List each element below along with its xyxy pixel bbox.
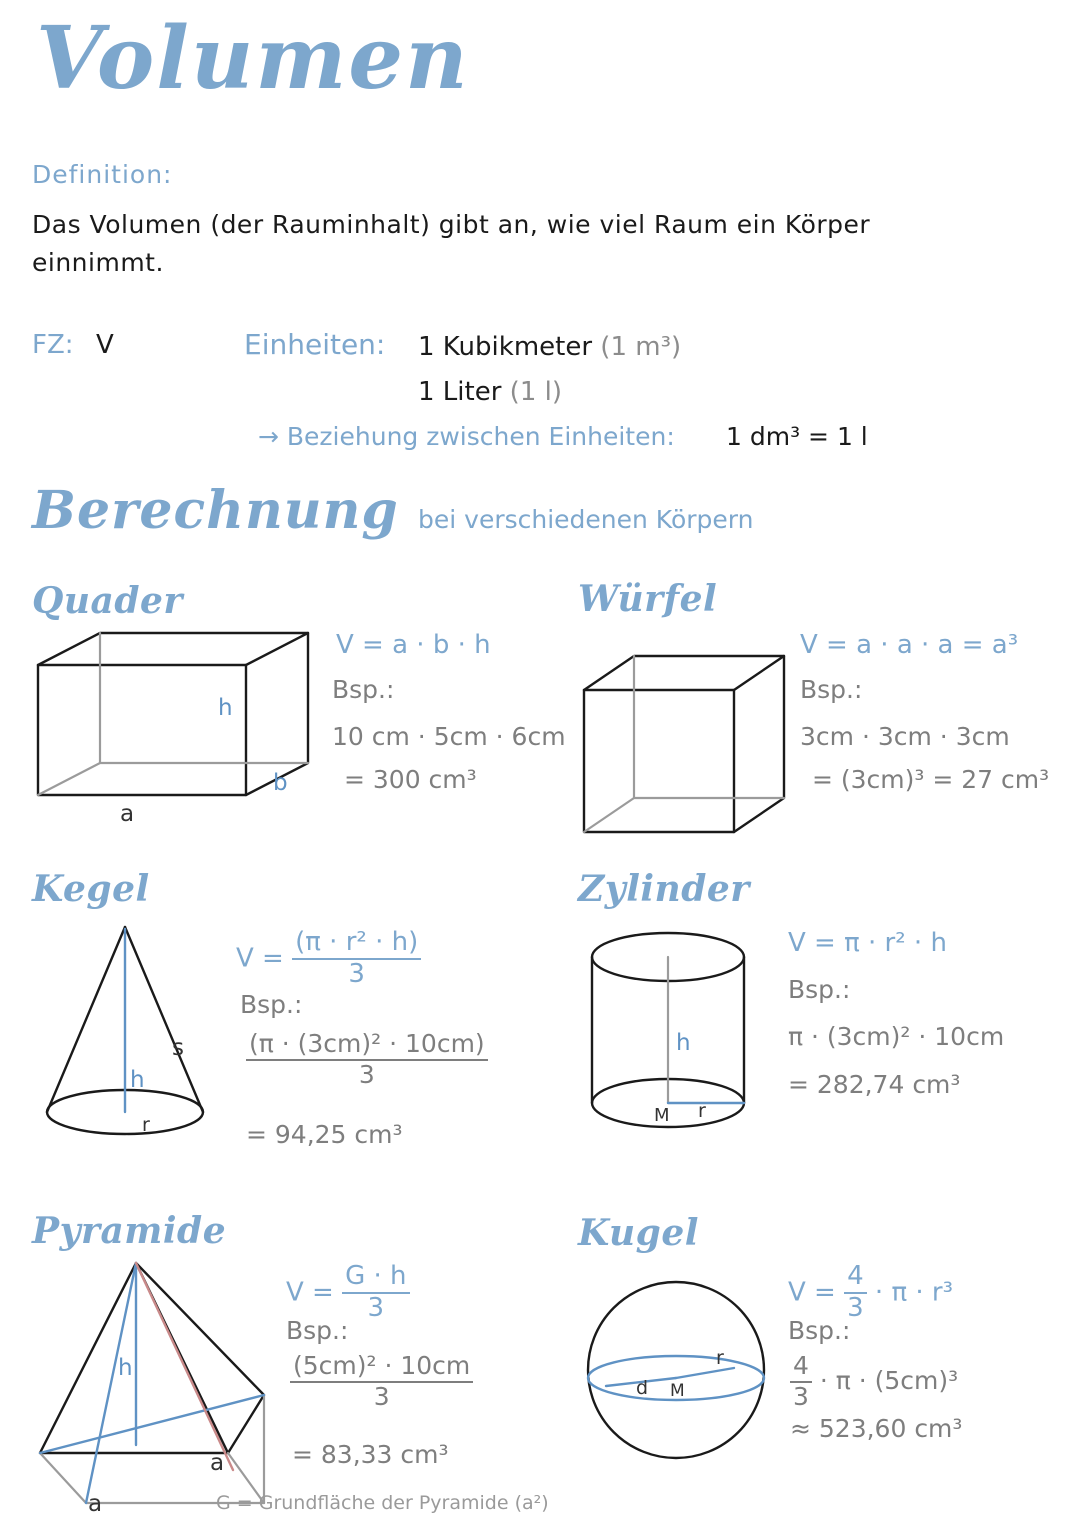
formula-kugel-suffix: · π · r³ [874,1277,954,1308]
bsp-pyramide-num: (5cm)² · 10cm [293,1351,471,1380]
pyramide-label-a2: a [88,1491,103,1517]
bsp-label-kegel: Bsp.: [240,990,303,1019]
kegel-label-s: s [172,1035,184,1061]
formula-kegel [236,928,421,990]
bsp-pyramide-result: = 83,33 cm³ [292,1440,449,1469]
unit-liter-paren: (1 l) [509,377,562,407]
zylinder-label-r: r [698,1100,706,1122]
shape-title-kugel: Kugel [578,1212,699,1254]
kegel-label-h: h [130,1067,145,1093]
kugel-label-m: M [670,1381,685,1401]
symbol-label: FZ: [32,330,74,360]
unit-cubic-meter-main: 1 Kubikmeter [418,332,593,362]
bsp-label-zylinder: Bsp.: [788,975,851,1004]
bsp-line-quader-1: 10 cm · 5cm · 6cm [332,722,566,751]
quader-diagram [28,625,328,825]
units-label: Einheiten: [244,328,386,361]
definition-text: Das Volumen (der Rauminhalt) gibt an, wie viel Raum ein Körper einnimmt. [32,210,871,277]
unit-relation-label: → Beziehung zwischen Einheiten: [258,422,675,451]
bsp-line-zylinder-2: = 282,74 cm³ [788,1070,961,1099]
bsp-kegel-den: 3 [246,1059,488,1090]
bsp-kugel-frac [790,1352,812,1412]
formula-pyramide-den: 3 [342,1292,409,1324]
section-subheading: bei verschiedenen Körpern [418,505,754,534]
formula-pyramide-num: G · h [345,1261,407,1291]
kegel-label-r: r [142,1114,150,1136]
shape-title-pyramide: Pyramide [32,1210,227,1252]
zylinder-label-m: M [654,1105,670,1126]
kugel-diagram [576,1270,796,1470]
bsp-line-quader-2: = 300 cm³ [344,765,477,794]
bsp-label-kugel: Bsp.: [788,1316,851,1345]
bsp-kugel-frac-den: 3 [790,1381,812,1412]
bsp-kegel-fraction [246,1030,488,1090]
zylinder-diagram [576,925,806,1145]
shape-title-kegel: Kegel [32,868,150,910]
bsp-kugel-expression [790,1352,958,1412]
bsp-kugel-frac-suffix: · π · (5cm)³ [819,1365,959,1395]
bsp-label-quader: Bsp.: [332,675,395,704]
unit-cubic-meter-paren: (1 m³) [600,332,682,362]
formula-wuerfel: V = a · a · a = a³ [800,630,1019,660]
bsp-label-wuerfel: Bsp.: [800,675,863,704]
pyramide-label-a1: a [210,1450,225,1476]
formula-kugel-den: 3 [844,1292,867,1324]
wuerfel-diagram [576,650,796,850]
bsp-kugel-frac-num: 4 [793,1351,809,1380]
unit-liter-main: 1 Liter [418,377,502,407]
page-title: Volumen [36,8,470,109]
bsp-kegel-num: (π · (3cm)² · 10cm) [249,1029,485,1058]
bsp-line-wuerfel-1: 3cm · 3cm · 3cm [800,722,1010,751]
section-heading: Berechnung [32,480,399,541]
formula-pyramide [286,1262,410,1324]
pyramide-label-h: h [118,1355,133,1381]
unit-relation-value: 1 dm³ = 1 l [726,422,868,451]
pyramide-note: G = Grundfläche der Pyramide (a²) [216,1492,549,1514]
zylinder-label-h: h [676,1030,691,1056]
bsp-line-zylinder-1: π · (3cm)² · 10cm [788,1022,1005,1051]
formula-kugel-prefix: V = [788,1277,836,1308]
formula-kegel-prefix: V = [236,943,284,974]
pyramide-diagram [28,1255,298,1515]
formula-zylinder: V = π · r² · h [788,928,947,958]
quader-label-a: a [120,801,135,827]
formula-quader: V = a · b · h [336,630,491,660]
bsp-pyramide-den: 3 [290,1381,473,1412]
shape-title-zylinder: Zylinder [578,868,750,910]
formula-kugel-num: 4 [847,1261,864,1291]
unit-liter [418,377,562,407]
quader-label-b: b [273,770,288,796]
kugel-label-r: r [716,1347,724,1369]
quader-label-h: h [218,695,233,721]
bsp-pyramide-frac [290,1352,473,1412]
formula-kegel-den: 3 [292,958,421,990]
definition-label: Definition: [32,160,173,189]
formula-pyramide-prefix: V = [286,1277,334,1308]
formula-kugel-fraction [844,1262,867,1324]
bsp-line-wuerfel-2: = (3cm)³ = 27 cm³ [812,765,1050,794]
shape-title-wuerfel: Würfel [578,578,718,620]
unit-cubic-meter [418,332,681,362]
bsp-pyramide-fraction [290,1352,473,1412]
bsp-kegel-frac [246,1030,488,1090]
shape-title-quader: Quader [32,580,183,622]
formula-kegel-fraction [292,928,421,990]
kugel-label-d: d [636,1377,649,1399]
formula-kugel [788,1262,953,1324]
symbol-value: V [96,330,114,360]
bsp-kugel-result: ≈ 523,60 cm³ [790,1414,963,1443]
bsp-kegel-result: = 94,25 cm³ [246,1120,403,1149]
formula-kegel-num: (π · r² · h) [295,927,419,957]
bsp-label-pyramide: Bsp.: [286,1316,349,1345]
kegel-diagram [30,915,260,1145]
formula-pyramide-fraction [342,1262,409,1324]
